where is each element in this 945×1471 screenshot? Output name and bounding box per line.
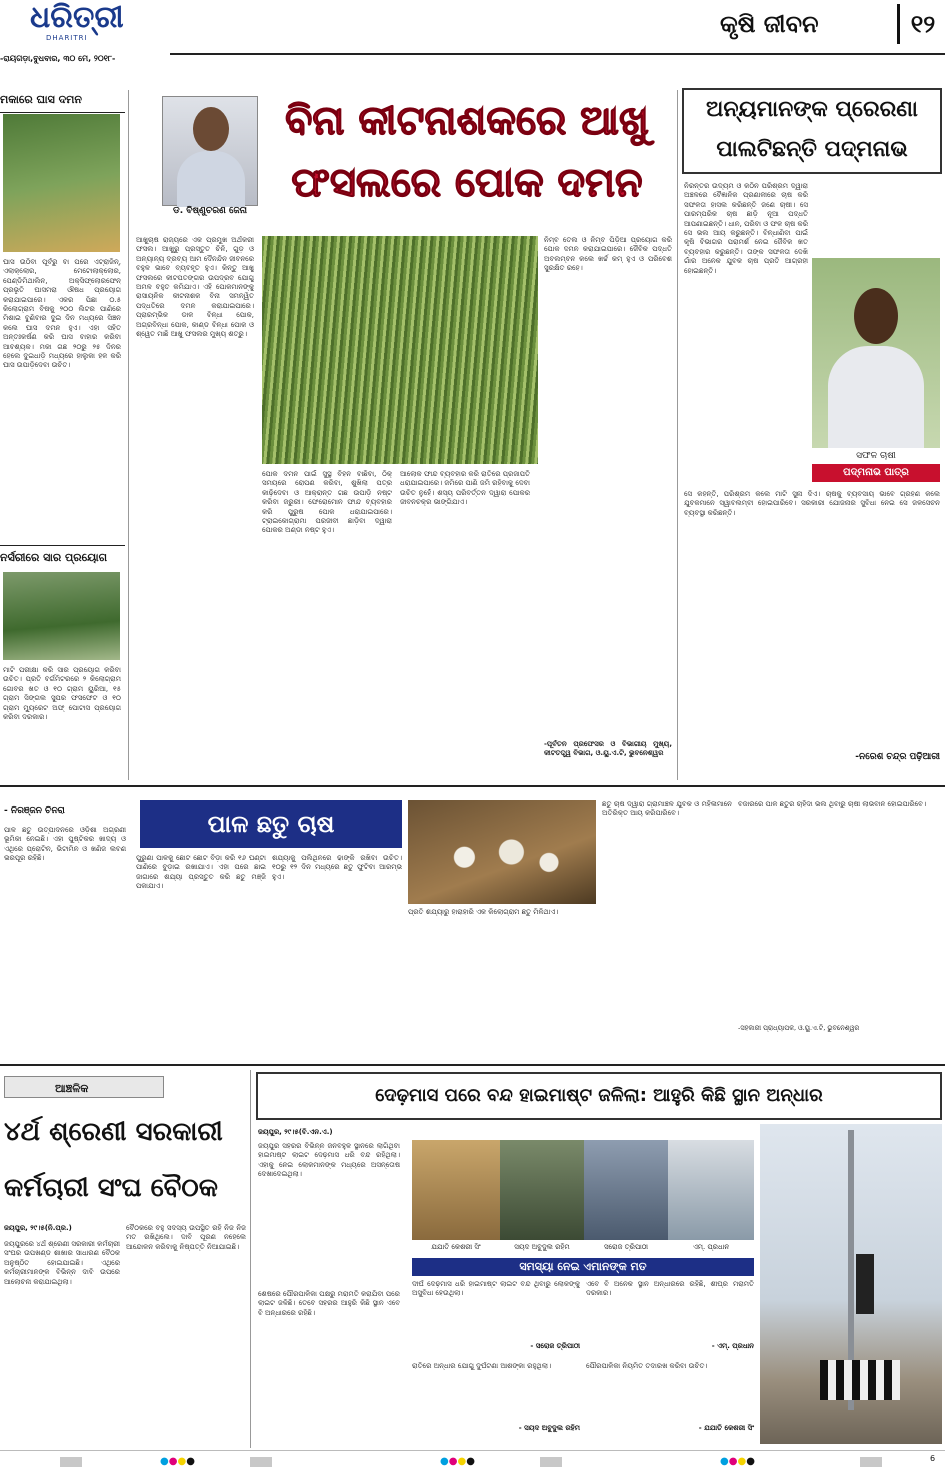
highmast-col2: ଶେଷରେ ପୌରପାଳିକା ପକ୍ଷରୁ ମରାମତି କରାଯିବା ପରେ ଲାଇଟ ଜଳିଛି। ତେବେ ସହରର ଆହୁରି କିଛି ସ୍ଥାନ ଏବେ ବି ଅନ୍ଧାରରେ ରହିଛି। [258,1290,400,1317]
opinion-4 [586,1362,754,1442]
regional-dateline: ଜୟପୁର, ୨୯।୫(ନି.ପ୍ର.) [4,1224,72,1232]
person-photo-4 [668,1140,754,1240]
reg-mark-1 [60,1457,82,1467]
page-mark: 6 [930,1454,936,1463]
traffic-signal [856,1254,874,1314]
sugarcane-photo [262,236,538,464]
logo-text: ଧରିତ୍ରୀ [30,0,124,35]
col-divider-2 [677,90,678,780]
color-dots-2: ●●●● [440,1456,475,1467]
person-photo-2 [500,1140,584,1240]
mushroom-col1: ପାଳ ଛତୁ ଉତ୍ପାଦନରେ ଓଡ଼ିଶା ଅଗ୍ରଣୀ ଭୂମିକା ନେଇଛି। ଏହା ପୁଷ୍ଟିକର ଖାଦ୍ୟ ଓ ଏଥିରେ ପ୍ରୋଟିନ, ଭିଟାମିନ ଓ ଖଣିଜ ଲବଣ ଭରପୂର ରହିଛି। [4,826,126,863]
author-head [193,107,229,151]
sugarcane-col1: ଆଖୁଚାଷ ରାଜ୍ୟରେ ଏକ ପ୍ରମୁଖ ଅର୍ଥକରୀ ଫସଲ। ଆଖୁରୁ ପ୍ରସ୍ତୁତ ଚିନି, ଗୁଡ଼ ଓ ଅନ୍ୟାନ୍ୟ ଦ୍ରବ୍ୟ ଆମ ଦୈନନ୍ଦିନ ଜୀବନରେ ବହୁଳ ଭାବେ ବ୍ୟବହୃତ ହୁଏ। କିନ୍ତୁ ଆଖୁ ଫସଲରେ କୀଟପତଙ୍ଗର ଉପଦ୍ରବ ଯୋଗୁ ଅମଳ ବହୁତ କମିଯାଏ। ଏହି ପୋକମାନଙ୍କୁ ରାସାୟନିକ କୀଟନାଶକ ବିନା ସମନ୍ୱିତ ପଦ୍ଧତିରେ ଦମନ କରାଯାଇପାରେ। ପ୍ରାରମ୍ଭିକ ଡାଳ ବିନ୍ଧା ପୋକ, ଅଗ୍ରବିନ୍ଧା ପୋକ, କାଣ୍ଡ ବିନ୍ଧା ପୋକ ଓ ଶ୍ୱେତ ମାଛି ଆଖୁ ଫସଲର ମୁଖ୍ୟ ଶତ୍ରୁ। [136,236,254,339]
nursery-article [0,548,125,790]
maize-bottom-rule [0,545,125,546]
nursery-title: ନର୍ସରୀରେ ସାର ପ୍ରୟୋଗ [0,551,108,564]
farmer-photo [812,258,940,448]
inspiration-headline-box [682,88,942,174]
mushroom-author: - ନିରଞ୍ଜନ ଚିନରା [4,806,65,816]
sugarcane-col2: ପୋକ ଦମନ ପାଇଁ ସୁସ୍ଥ ବିହନ ବାଛିବା, ଠିକ୍ ସମୟରେ ରୋପଣ କରିବା, ଶୁଖିଲା ପତ୍ର କାଢ଼ିଦେବା ଓ ଆକ୍ରାନ୍ତ ଗଛ ଉପାଡ଼ି ନଷ୍ଟ କରିବା ଜରୁରୀ। ଫେରୋମୋନ ଫାନ୍ଦ ବ୍ୟବହାର କରି ପୁରୁଷ ପୋକ ଧରାଯାଇପାରେ। ଟ୍ରାଇକୋଗ୍ରାମା ପରଜୀବୀ ଛାଡ଼ିବା ଦ୍ୱାରା ପୋକର ଅଣ୍ଡା ନଷ୍ଟ ହୁଏ। [262,470,392,535]
dateline-bar [0,46,170,63]
person-name-3: ସରୋଜ ତ୍ରିପାଠୀ [603,1243,649,1251]
sugarcane-headline-line1: ବିନା କୀଟନାଶକରେ ଆଖୁ [285,98,649,144]
nursery-photo [3,572,120,660]
highmast-dateline: ଜୟପୁର, ୨୯।୫(ବି.ଏନ.ଏ.) [258,1128,333,1136]
mushroom-col3: ଶଯ୍ୟାକୁ ପଲିଥିନରେ ଢାଙ୍କି ରଖିବା ଉଚିତ। ୧୦ରୁ ୧୨ ଦିନ ମଧ୍ୟରେ ଛତୁ ଫୁଟିବା ଆରମ୍ଭ ହୁଏ। [272,854,402,881]
regional-headline [4,1104,244,1224]
opinion-4-text: ପୌରପାଳିକା ନିୟମିତ ତଦାରଖ କରିବା ଉଚିତ। [586,1362,708,1370]
dateline: -ରାୟଗଡ଼ା,ବୁଧବାର, ୩୦ ମେ, ୨୦୧୮- [0,54,116,63]
page-number: ୧୨ [910,10,936,38]
author-photo [162,96,258,206]
mushroom-col5: ଛତୁ ଚାଷ ଦ୍ୱାରା ଗ୍ରାମାଞ୍ଚଳ ଯୁବକ ଓ ମହିଳାମାନେ ଅତିରିକ୍ତ ଆୟ କରିପାରିବେ। [602,800,732,818]
sugarcane-col3: ଆଲୋକ ଫାନ୍ଦ ବ୍ୟବହାର କରି ରାତିରେ ପ୍ରଜାପତି ଧରାଯାଇପାରେ। ଜମିରେ ପାଣି ଜମି ରହିବାକୁ ଦେବା ଉଚିତ ନୁହେଁ। ଶସ୍ୟ ପରିବର୍ତ୍ତନ ଦ୍ୱାରା ପୋକର ଜୀବନଚକ୍ର ଭାଙ୍ଗିଯାଏ। [400,470,530,507]
sugarcane-col4: ନିମ୍ବ ତେଲ ଓ ନିମ୍ବ ପିଡ଼ିଆ ପ୍ରୟୋଗ କରି ପୋକ ଦମନ କରାଯାଇପାରେ। ଜୈବିକ ପଦ୍ଧତି ଅବଲମ୍ବନ କଲେ ଖର୍ଚ୍ଚ କମ୍ ହୁଏ ଓ ପରିବେଶ ସୁରକ୍ଷିତ ରହେ। [544,236,672,273]
mushroom-byline: -ସହକାରୀ ପ୍ରାଧ୍ୟାପକ, ଓ.ୟୁ.ଏ.ଟି, ଭୁବନେଶ୍ୱର [738,1024,860,1032]
regional-label-box [4,1076,164,1098]
opinion-title-bar [412,1258,754,1276]
farmer-shirt [828,346,924,448]
sugarcane-byline: -ପୂର୍ବତନ ପ୍ରଫେସର ଓ ବିଭାଗୀୟ ମୁଖ୍ୟ, କୀଟତତ୍ତ୍ୱ ବିଭାଗ, ଓ.ୟୁ.ଏ.ଟି, ଭୁବନେଶ୍ୱର [544,740,672,758]
mushroom-title-box [140,800,402,848]
section-name: କୃଷି ଜୀବନ [720,10,819,38]
person-name-2: ସୟଦ ଅବୁଦୁଲ ରହିମ [514,1243,570,1251]
footer-registration [0,1454,945,1470]
highmast-photo [760,1124,942,1444]
author-caption: ଡ. ବିଷ୍ଣୁଚରଣ ଜେନା [173,206,247,216]
opinion-1-by: - ସରୋଜ ତ୍ରିପାଠୀ [530,1342,580,1350]
farmer-head [854,288,898,344]
mushroom-col4: ପ୍ରତି ଶଯ୍ୟାରୁ ହାରାହାରି ଏକ କିଲୋଗ୍ରାମ ଛତୁ ମିଳିଥାଏ। [408,908,559,916]
opinion-3-by: - ଏମ୍. ପ୍ରଧାନ [711,1342,754,1350]
inspiration-body2: ସେ କହନ୍ତି, ପରିଶ୍ରମ କଲେ ମାଟି ସୁନା ଦିଏ। ଚାଷକୁ ବ୍ୟବସାୟ ଭାବେ ଗ୍ରହଣ କଲେ ଯୁବକମାନେ ସ୍ୱାବଲମ୍ବୀ ହୋଇପାରିବେ। ସରକାରୀ ଯୋଜନାର ସୁବିଧା ନେଇ ସେ ଜଳସେଚନ ବ୍ୟବସ୍ଥା କରିଛନ୍ତି। [684,490,940,517]
opinion-2-text: ରାତିରେ ଅନ୍ଧାର ଯୋଗୁ ଦୁର୍ଘଟଣା ଆଶଙ୍କା ରହୁଥିଲା। [412,1362,552,1370]
opinion-3 [586,1280,754,1360]
road-barrier [820,1360,900,1400]
mushroom-col6: ବଜାରରେ ପାଳ ଛତୁର ଚାହିଦା ଭଲ ଥିବାରୁ ଚାଷୀ ଲାଭବାନ ହୋଇପାରିବେ। [738,800,927,808]
sugarcane-headline [262,90,672,230]
regional-label: ଆଞ୍ଚଳିକ [55,1082,89,1095]
person-name-4: ଏମ୍. ପ୍ରଧାନ [692,1243,730,1251]
lower-rule [0,1064,945,1066]
highmast-col1: ଜୟପୁର ସହରର ବିଭିନ୍ନ ଜନବହୁଳ ସ୍ଥାନରେ ଲାଗିଥିବା ହାଇମାଷ୍ଟ ଲାଇଟ ଦେଢ଼ମାସ ଧରି ବନ୍ଦ ରହିଥିଲା। ଏହାକୁ ନେଇ ଲୋକମାନଙ୍କ ମଧ୍ୟରେ ଅସନ୍ତୋଷ ଦେଖାଦେଇଥିଲା। [258,1142,400,1179]
maize-body: ଘାସ ଉଠିବା ପୂର୍ବରୁ ବା ପରେ ଏଟ୍ରାଜିନ୍, ଏଲାକ୍ଲୋର, ମେଟୋଲାକ୍ଲୋର, ପେଣ୍ଡିମିଥାଲିନ, ଅକ୍ସିଫ୍ଲୋରଫେନ୍ ପ୍ରଭୃତି ଘାସମରା ଔଷଧ ପ୍ରୟୋଗ କରାଯାଇପାରେ। ଏକର ପିଛା ୦.୫ କିଲୋଗ୍ରାମ ବିଷକୁ ୨୦୦ ଲିଟର ପାଣିରେ ମିଶାଇ ବୁଣିବାର ଦୁଇ ଦିନ ମଧ୍ୟରେ ସିଞ୍ଚନ କଲେ ଘାସ ଦମନ ହୁଏ। ଏହା ସହିତ ଅନ୍ତଃକର୍ଷଣ କରି ଘାସ ବାହାର କରିବା ଆବଶ୍ୟକ। ମକା ଗଛ ୨୦ରୁ ୨୫ ଦିନର ହେଲେ ଦୁଇଧାଡ଼ି ମଧ୍ୟରେ ହାଲୁକା ହଳ କରି ଘାସ ଉପାଡ଼ିଦେବା ଉଚିତ। [3,258,121,370]
opinion-1-text: ଦୀର୍ଘ ଦେଢ଼ମାସ ଧରି ହାଇମାଷ୍ଟ ଲାଇଟ ବନ୍ଦ ଥିବାରୁ ଲୋକଙ୍କୁ ଅସୁବିଧା ହେଉଥିଲା। [412,1280,580,1298]
nursery-body: ମାଟି ପରୀକ୍ଷା କରି ସାର ପ୍ରୟୋଗ କରିବା ଉଚିତ। ପ୍ରତି ବର୍ଗମିଟରରେ ୨ କିଲୋଗ୍ରାମ ଗୋବର ଖତ ଓ ୧୦ ଗ୍ରାମ ୟୁରିଆ, ୧୫ ଗ୍ରାମ ସିଙ୍ଗଲ ସୁପର ଫସଫେଟ ଓ ୧୦ ଗ୍ରାମ ମ୍ୟୁରେଟ ଅଫ୍ ପୋଟାସ ପ୍ରୟୋଗ କରିବା ଦରକାର। [3,666,121,722]
mushroom-title: ପାଳ ଛତୁ ଚାଷ [207,810,335,838]
col-divider-3 [250,1070,251,1448]
highmast-headline: ଦେଢ଼ମାସ ପରେ ବନ୍ଦ ହାଇମାଷ୍ଟ ଜଳିଲା: ଆହୁରି କିଛି ସ୍ଥାନ ଅନ୍ଧାର [375,1085,823,1106]
color-dots-1: ●●●● [160,1456,195,1467]
person-photo-1 [412,1140,500,1240]
person-photo-3 [584,1140,668,1240]
reg-mark-4 [860,1457,882,1467]
opinion-4-by: - ଯଯାତି କେଶରୀ ସିଂ [698,1424,754,1432]
color-dots-3: ●●●● [720,1456,755,1467]
regional-headline-line2: କର୍ମଚାରୀ ସଂଘ ବୈଠକ [4,1173,218,1203]
masthead [0,0,945,66]
regional-headline-line1: ୪ର୍ଥ ଶ୍ରେଣୀ ସରକାରୀ [4,1117,223,1147]
mushroom-photo [408,800,596,904]
inspiration-headline-line1: ଅନ୍ୟମାନଙ୍କ ପ୍ରେରଣା [706,97,918,122]
section-title [720,4,900,44]
logo-sub: DHARITRI [46,34,88,42]
farmer-caption-top: ସଫଳ ଚାଷୀ [856,451,896,461]
opinion-1 [412,1280,580,1360]
opinion-2 [412,1362,580,1442]
opinion-title: ସମସ୍ୟା ନେଇ ଏମାନଙ୍କ ମତ [519,1260,647,1273]
maize-article [0,90,125,550]
inspiration-headline-line2: ପାଲଟିଛନ୍ତି ପଦ୍ମନାଭ [716,137,908,162]
reg-mark-2 [250,1457,272,1467]
regional-col2: ବୈଠକରେ ବହୁ ସଦସ୍ୟ ଉପସ୍ଥିତ ରହି ନିଜ ନିଜ ମତ ରଖିଥିଲେ। ଦାବି ପୂରଣ ନହେଲେ ଆନ୍ଦୋଳନ କରିବାକୁ ନିଷ୍ପତ୍ତି ନିଆଯାଇଛି। [126,1224,246,1251]
sugarcane-headline-line2: ଫସଲରେ ପୋକ ଦମନ [291,160,643,206]
highmast-headline-box [256,1072,942,1120]
mid-rule [0,785,945,787]
inspiration-body: ନିରନ୍ତର ଉଦ୍ୟମ ଓ କଠିନ ପରିଶ୍ରମ ଦ୍ୱାରା ଅଞ୍ଚଳରେ ବୈଜ୍ଞାନିକ ପ୍ରଣାଳୀରେ ଚାଷ କରି ସଫଳତା ହାସଲ କରିଛନ୍ତି ଜଣେ ଚାଷୀ। ସେ ପାରମ୍ପରିକ ଚାଷ ଛାଡ଼ି ନୂଆ ପଦ୍ଧତି ଆପଣାଇଛନ୍ତି। ଧାନ, ପରିବା ଓ ଫଳ ଚାଷ କରି ସେ ଭଲ ଆୟ କରୁଛନ୍ତି। ବିନ୍ଧାଣିବା ପାଇଁ କୃଷି ବିଭାଗର ପରାମର୍ଶ ନେଇ ଜୈବିକ ଖତ ବ୍ୟବହାର କରୁଛନ୍ତି। ତାଙ୍କ ସଫଳତା ଦେଖି ଗାଁର ଅନେକ ଯୁବକ ଚାଷ ପ୍ରତି ଆଗ୍ରହୀ ହୋଇଛନ୍ତି। [684,182,808,275]
opinion-3-text: ଏବେ ବି ଅନେକ ସ୍ଥାନ ଅନ୍ଧାରରେ ରହିଛି, ଶୀଘ୍ର ମରାମତି ଦରକାର। [586,1280,754,1298]
opinion-2-by: - ସୟଦ ଅବୁଦୁଲ ରହିମ [518,1424,580,1432]
maize-title: ମକାରେ ଘାସ ଦମନ [0,93,82,106]
farmer-caption [812,448,940,486]
inspiration-byline: -ନରେଶ ଚନ୍ଦ୍ର ପଢ଼ିଆରୀ [855,752,940,762]
maize-rule [0,112,125,113]
reg-mark-3 [540,1457,562,1467]
col-divider-1 [128,90,129,780]
masthead-rule [170,53,945,55]
person-name-1: ଯଯାତି କେଶରୀ ସିଂ [431,1243,481,1251]
logo [30,0,170,44]
farmer-caption-bottom: ପଦ୍ମନାଭ ପାତ୍ର [812,464,940,482]
maize-photo [3,114,120,252]
regional-col1: ଜୟପୁରରେ ୪ର୍ଥ ଶ୍ରେଣୀ ସରକାରୀ କର୍ମଚାରୀ ସଂଘର ଉପଖଣ୍ଡ ଶାଖାର ସାଧାରଣ ବୈଠକ ଅନୁଷ୍ଠିତ ହୋଇଯାଇଛି। ଏଥିରେ କର୍ମଚାରୀମାନଙ୍କ ବିଭିନ୍ନ ଦାବି ଉପରେ ଆଲୋଚନା କରାଯାଇଥିଲା। [4,1240,120,1286]
author-body [177,151,245,207]
mushroom-col2: ପୁରୁଣା ପାଳକୁ ଛୋଟ ଛୋଟ ବିଡ଼ା କରି ୧୬ ଘଣ୍ଟା ପାଣିରେ ବୁଡ଼ାଇ ରଖାଯାଏ। ଏହା ପରେ ଛାଇ ଜାଗାରେ ଶଯ୍ୟା ପ୍ରସ୍ତୁତ କରି ଛତୁ ମଞ୍ଜି ପକାଯାଏ। [136,854,266,891]
footer-rule [0,1450,945,1451]
